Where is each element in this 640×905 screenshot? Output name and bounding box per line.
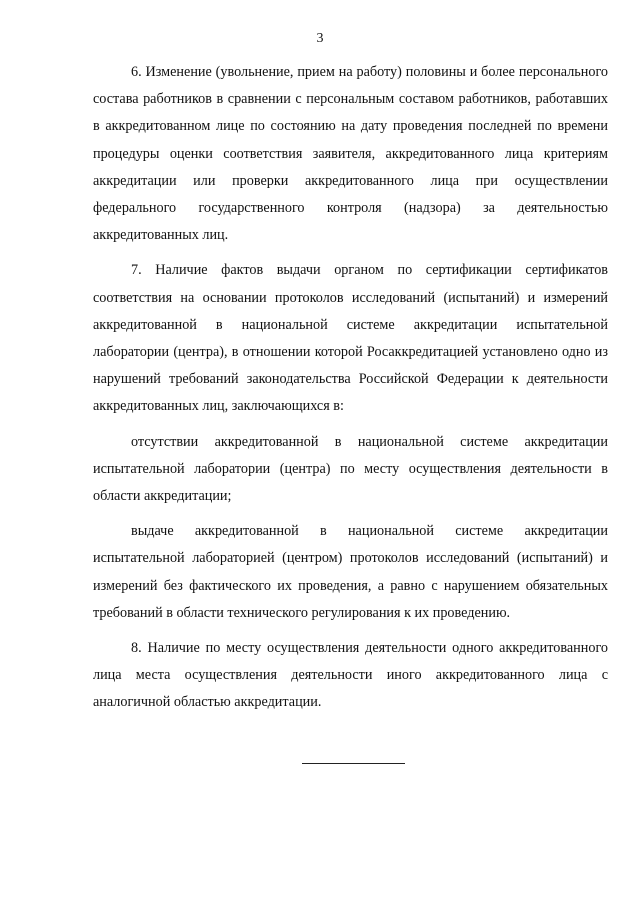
paragraph-6: 6. Изменение (увольнение, прием на работу) половины и более персонального состава работников в сравнении с персональным составом работников, работавших в аккредитованном лице по состоянию на дату проведения последней по времени процедуры оценки соответствия заявителя, аккредитованного лица критериям аккредитации или проверки аккредитованного лица при осуществлении федерального государственного контроля (надзора) за деятельностью аккредитованных лиц.: [93, 64, 608, 244]
document-body: [93, 59, 608, 717]
page-number: 3: [316, 31, 324, 46]
paragraph-8: 8. Наличие по месту осуществления деятельности одного аккредитованного лица места осуществления деятельности иного аккредитованного лица с аналогичной областью аккредитации.: [93, 640, 608, 711]
paragraph-7-item-1: отсутствии аккредитованной в национальной системе аккредитации испытательной лаборатории (центра) по месту осуществления деятельности в области аккредитации;: [93, 433, 608, 505]
paragraph-7: 7. Наличие фактов выдачи органом по сертификации сертификатов соответствия на основании протоколов исследований (испытаний) и измерений аккредитованной в национальной системе аккредитации испытательной лаборатории (центра), в отношении которой Росаккредитацией установлено одно из нарушений требований законодательства Российской Федерации к деятельности аккредитованных лиц, заключающихся в:: [93, 262, 608, 415]
closing-divider: [302, 763, 405, 764]
paragraph-7-item-2: выдаче аккредитованной в национальной системе аккредитации испытательной лабораторией (центром) протоколов исследований (испытаний) и измерений без фактического их проведения, а равно с нарушением обязательных требований в области технического регулирования к их проведению.: [93, 523, 608, 621]
